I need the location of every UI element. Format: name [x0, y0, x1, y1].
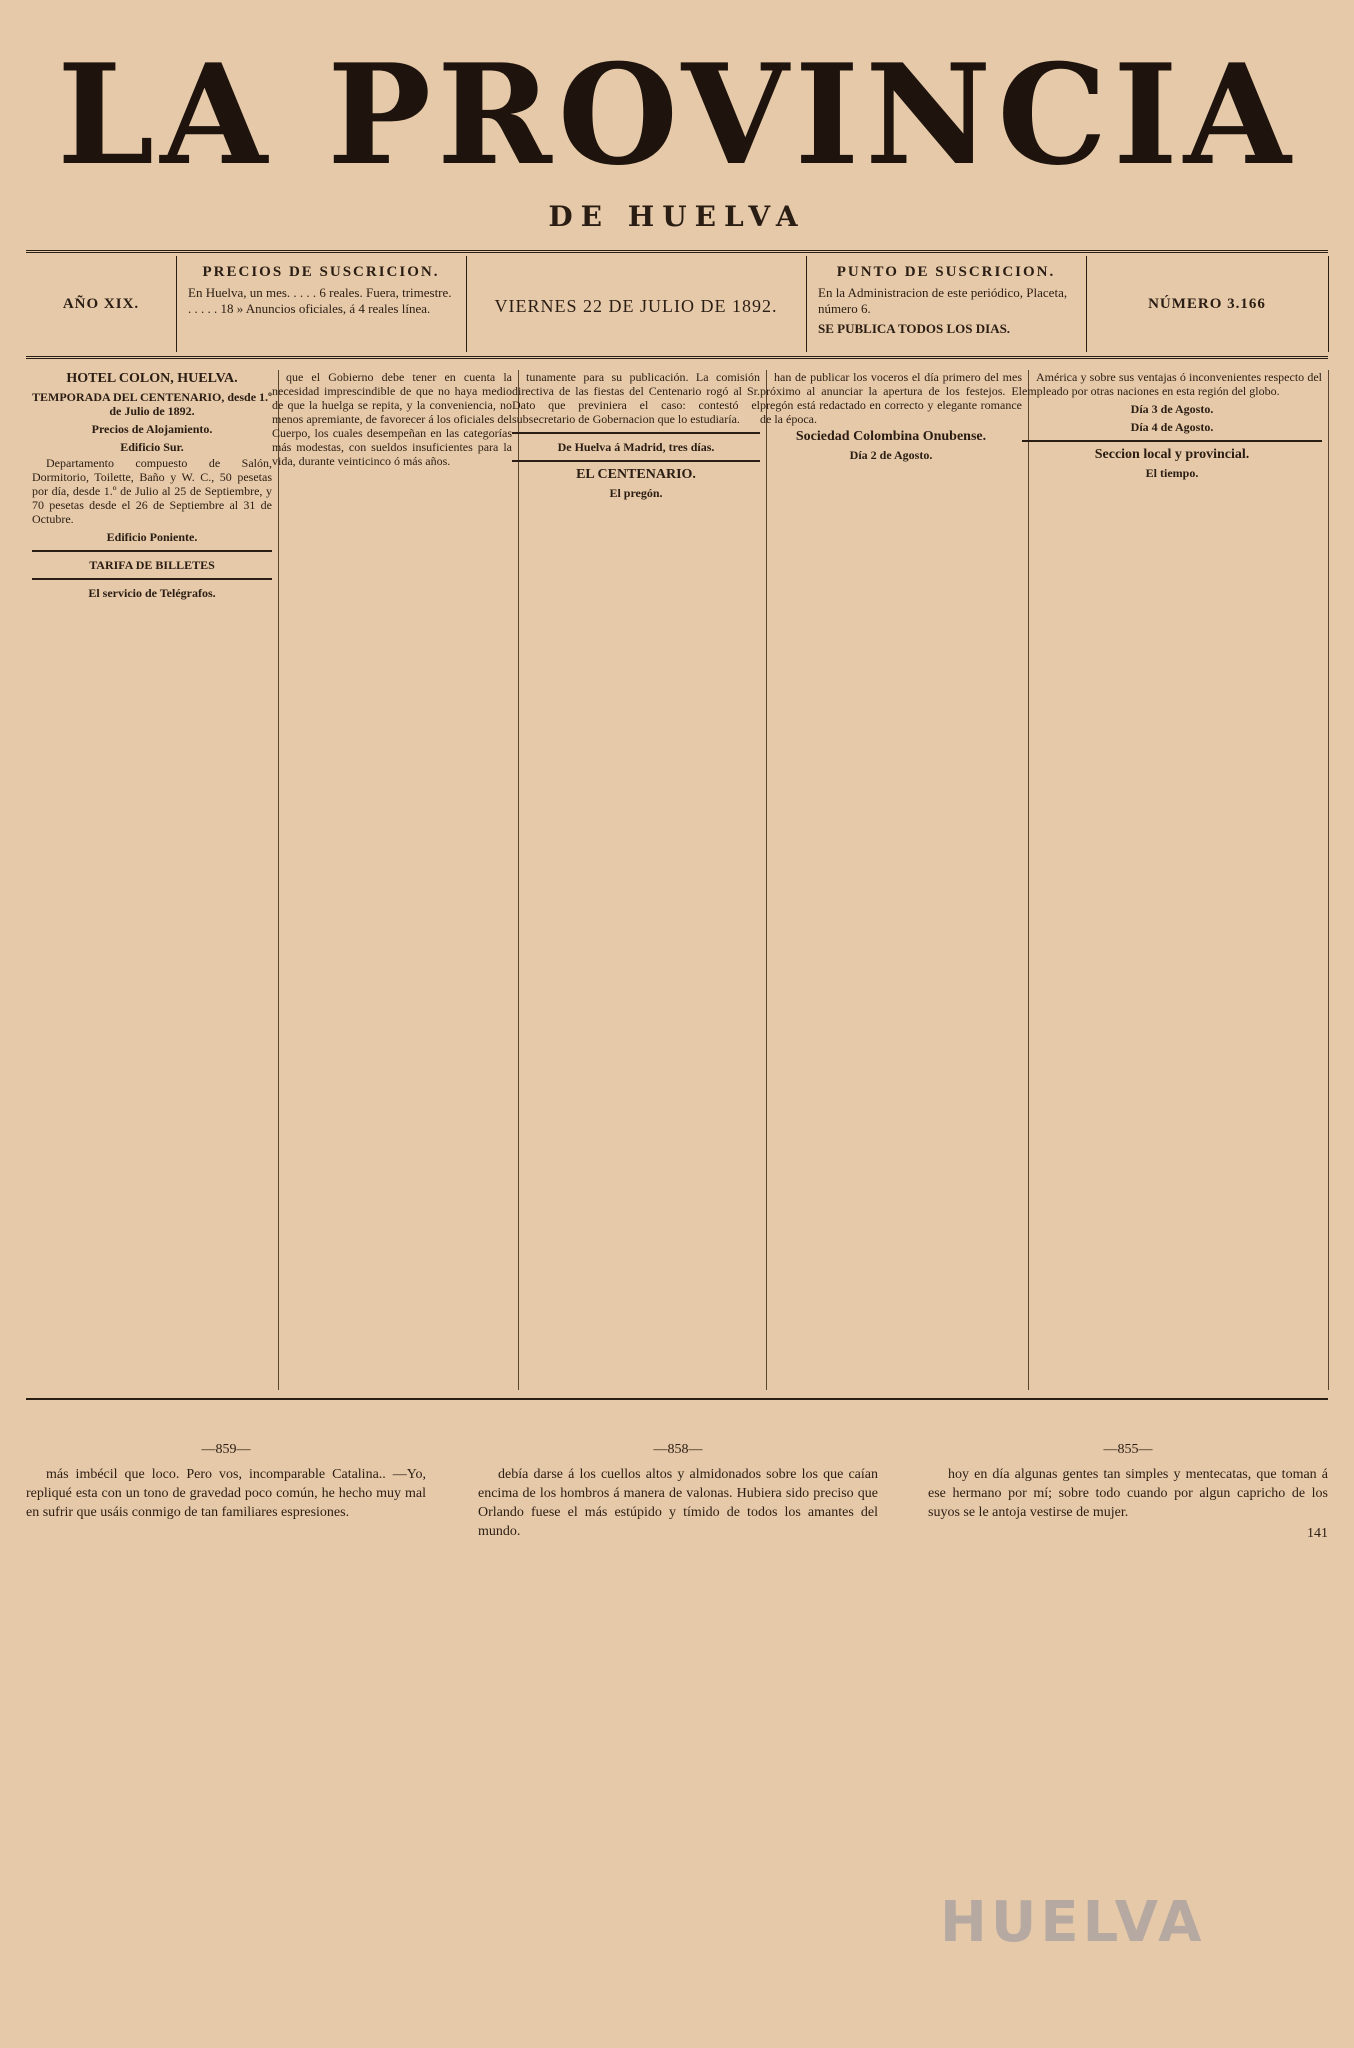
edificio-poniente-heading: Edificio Poniente. — [106, 530, 198, 544]
header-year-cell — [26, 256, 177, 352]
folletin-column-1 — [26, 1440, 426, 2000]
column-2-paragraph: que el Gobierno debe tener en cuenta la necesidad imprescindible de que no haya medio de que la huelga se repita, y la conveniencia, no menos apremiante, de favorecer á los oficiales del Cuerpo, los cuales desempeñan en las categorías más modestas, con sueldos insuficientes para la vida, durante veinticinco ó más años. — [272, 370, 512, 468]
column-1 — [26, 370, 279, 1390]
tiempo-heading: El tiempo. — [1145, 466, 1199, 480]
column-separator — [1022, 440, 1322, 442]
column-separator — [32, 550, 272, 552]
header-date-cell — [466, 256, 807, 352]
folletin-text: debía darse á los cuellos altos y almidonados sobre los que caían encima de los hombros á manera de valonas. Hubiera sido preciso que Orlando fuese el más estúpido y tímido de todos los amantes del mundo. — [478, 1467, 878, 1539]
point-body: En la Administracion de este periódico, Placeta, número 6. — [818, 285, 1068, 316]
point-title: PUNTO DE SUSCRICION. — [836, 264, 1056, 280]
tarifa-heading: TARIFA DE BILLETES — [89, 558, 215, 572]
archive-watermark: HUELVA — [940, 1890, 1206, 1955]
page-number: —859— — [201, 1442, 251, 1457]
centenario-heading: EL CENTENARIO. — [576, 467, 696, 482]
hotel-title: HOTEL COLON, HUELVA. — [66, 371, 238, 386]
huelva-madrid-heading: De Huelva á Madrid, tres días. — [557, 440, 715, 454]
page-number: —855— — [1103, 1442, 1153, 1457]
sociedad-heading: Sociedad Colombina Onubense. — [795, 429, 987, 444]
column-4 — [754, 370, 1029, 1390]
dia-4-heading: Día 4 de Agosto. — [1130, 420, 1214, 434]
header-number-cell — [1086, 256, 1329, 352]
hotel-paragraph: Departamento compuesto de Salón, Dormitorio, Toilette, Baño y W. C., 50 pesetas por día, desde 1.º de Julio al 25 de Septiembre, y 70 pesetas desde el 26 de Septiembre al 31 de Octubre. — [32, 456, 272, 526]
header-point-cell — [806, 256, 1087, 352]
edificio-sur-heading: Edificio Sur. — [120, 440, 184, 454]
telegrafos-heading: El servicio de Telégrafos. — [88, 586, 216, 600]
masthead-subtitle: DE HUELVA — [548, 200, 806, 233]
year-label: AÑO XIX. — [62, 296, 140, 312]
hotel-subtitle: TEMPORADA DEL CENTENARIO, desde 1.º de Julio de 1892. — [32, 390, 272, 418]
pregon-heading: El pregón. — [609, 486, 663, 500]
page-number: —858— — [653, 1442, 703, 1457]
issue-number: NÚMERO 3.166 — [1148, 296, 1266, 312]
header-rule-top — [26, 250, 1328, 253]
daily-note: SE PUBLICA TODOS LOS DIAS. — [818, 321, 1011, 336]
folletin-text: hoy en día algunas gentes tan simples y mentecatas, que toman á ese hermano por mí; sobre todo cuando por algun capricho de los suyos se le antoja vestirse de mujer. — [928, 1467, 1328, 1520]
folletin-text: más imbécil que loco. Pero vos, incomparable Catalina.. —Yo, repliqué esta con un tono de gravedad poco común, he hecho muy mal en sufrir que usáis conmigo de tan familiares espresiones. — [26, 1467, 426, 1520]
column-5 — [1016, 370, 1329, 1390]
folletin-divider — [26, 1398, 1328, 1400]
prices-body: En Huelva, un mes. . . . . 6 reales. Fuera, trimestre. . . . . . 18 » Anuncios oficiales, á 4 reales línea. — [188, 285, 452, 316]
column-separator — [32, 578, 272, 580]
issue-date: VIERNES 22 DE JULIO DE 1892. — [494, 296, 778, 316]
column-5-paragraph: América y sobre sus ventajas ó inconvenientes respecto del empleado por otras naciones en esta región del globo. — [1022, 370, 1322, 398]
header-rule-bottom — [26, 356, 1328, 359]
hotel-prices-heading: Precios de Alojamiento. — [91, 422, 213, 436]
folletin-column-2 — [478, 1440, 878, 2000]
column-3-paragraph: tunamente para su publicación. La comisión directiva de las fiestas del Centenario rogó al Sr. Dato que previniera el caso: contestó el subsecretario de Gobernacion que lo estudiaría. — [512, 370, 760, 426]
folio-number: 141 — [1307, 1526, 1328, 1541]
column-2 — [266, 370, 519, 1390]
dia-3-heading: Día 3 de Agosto. — [1130, 402, 1214, 416]
seccion-local-heading: Seccion local y provincial. — [1094, 447, 1250, 462]
column-4-paragraph: han de publicar los voceros el día primero del mes próximo al anunciar la apertura de los festejos. El pregón está redactado en correcto y elegante romance de la época. — [760, 370, 1022, 426]
dia-2-heading: Día 2 de Agosto. — [849, 448, 933, 462]
column-separator — [512, 460, 760, 462]
masthead-title: LA PROVINCIA — [57, 33, 1297, 196]
header-prices-cell — [176, 256, 467, 352]
column-separator — [512, 432, 760, 434]
column-3 — [506, 370, 767, 1390]
prices-title: PRECIOS DE SUSCRICION. — [202, 264, 440, 280]
